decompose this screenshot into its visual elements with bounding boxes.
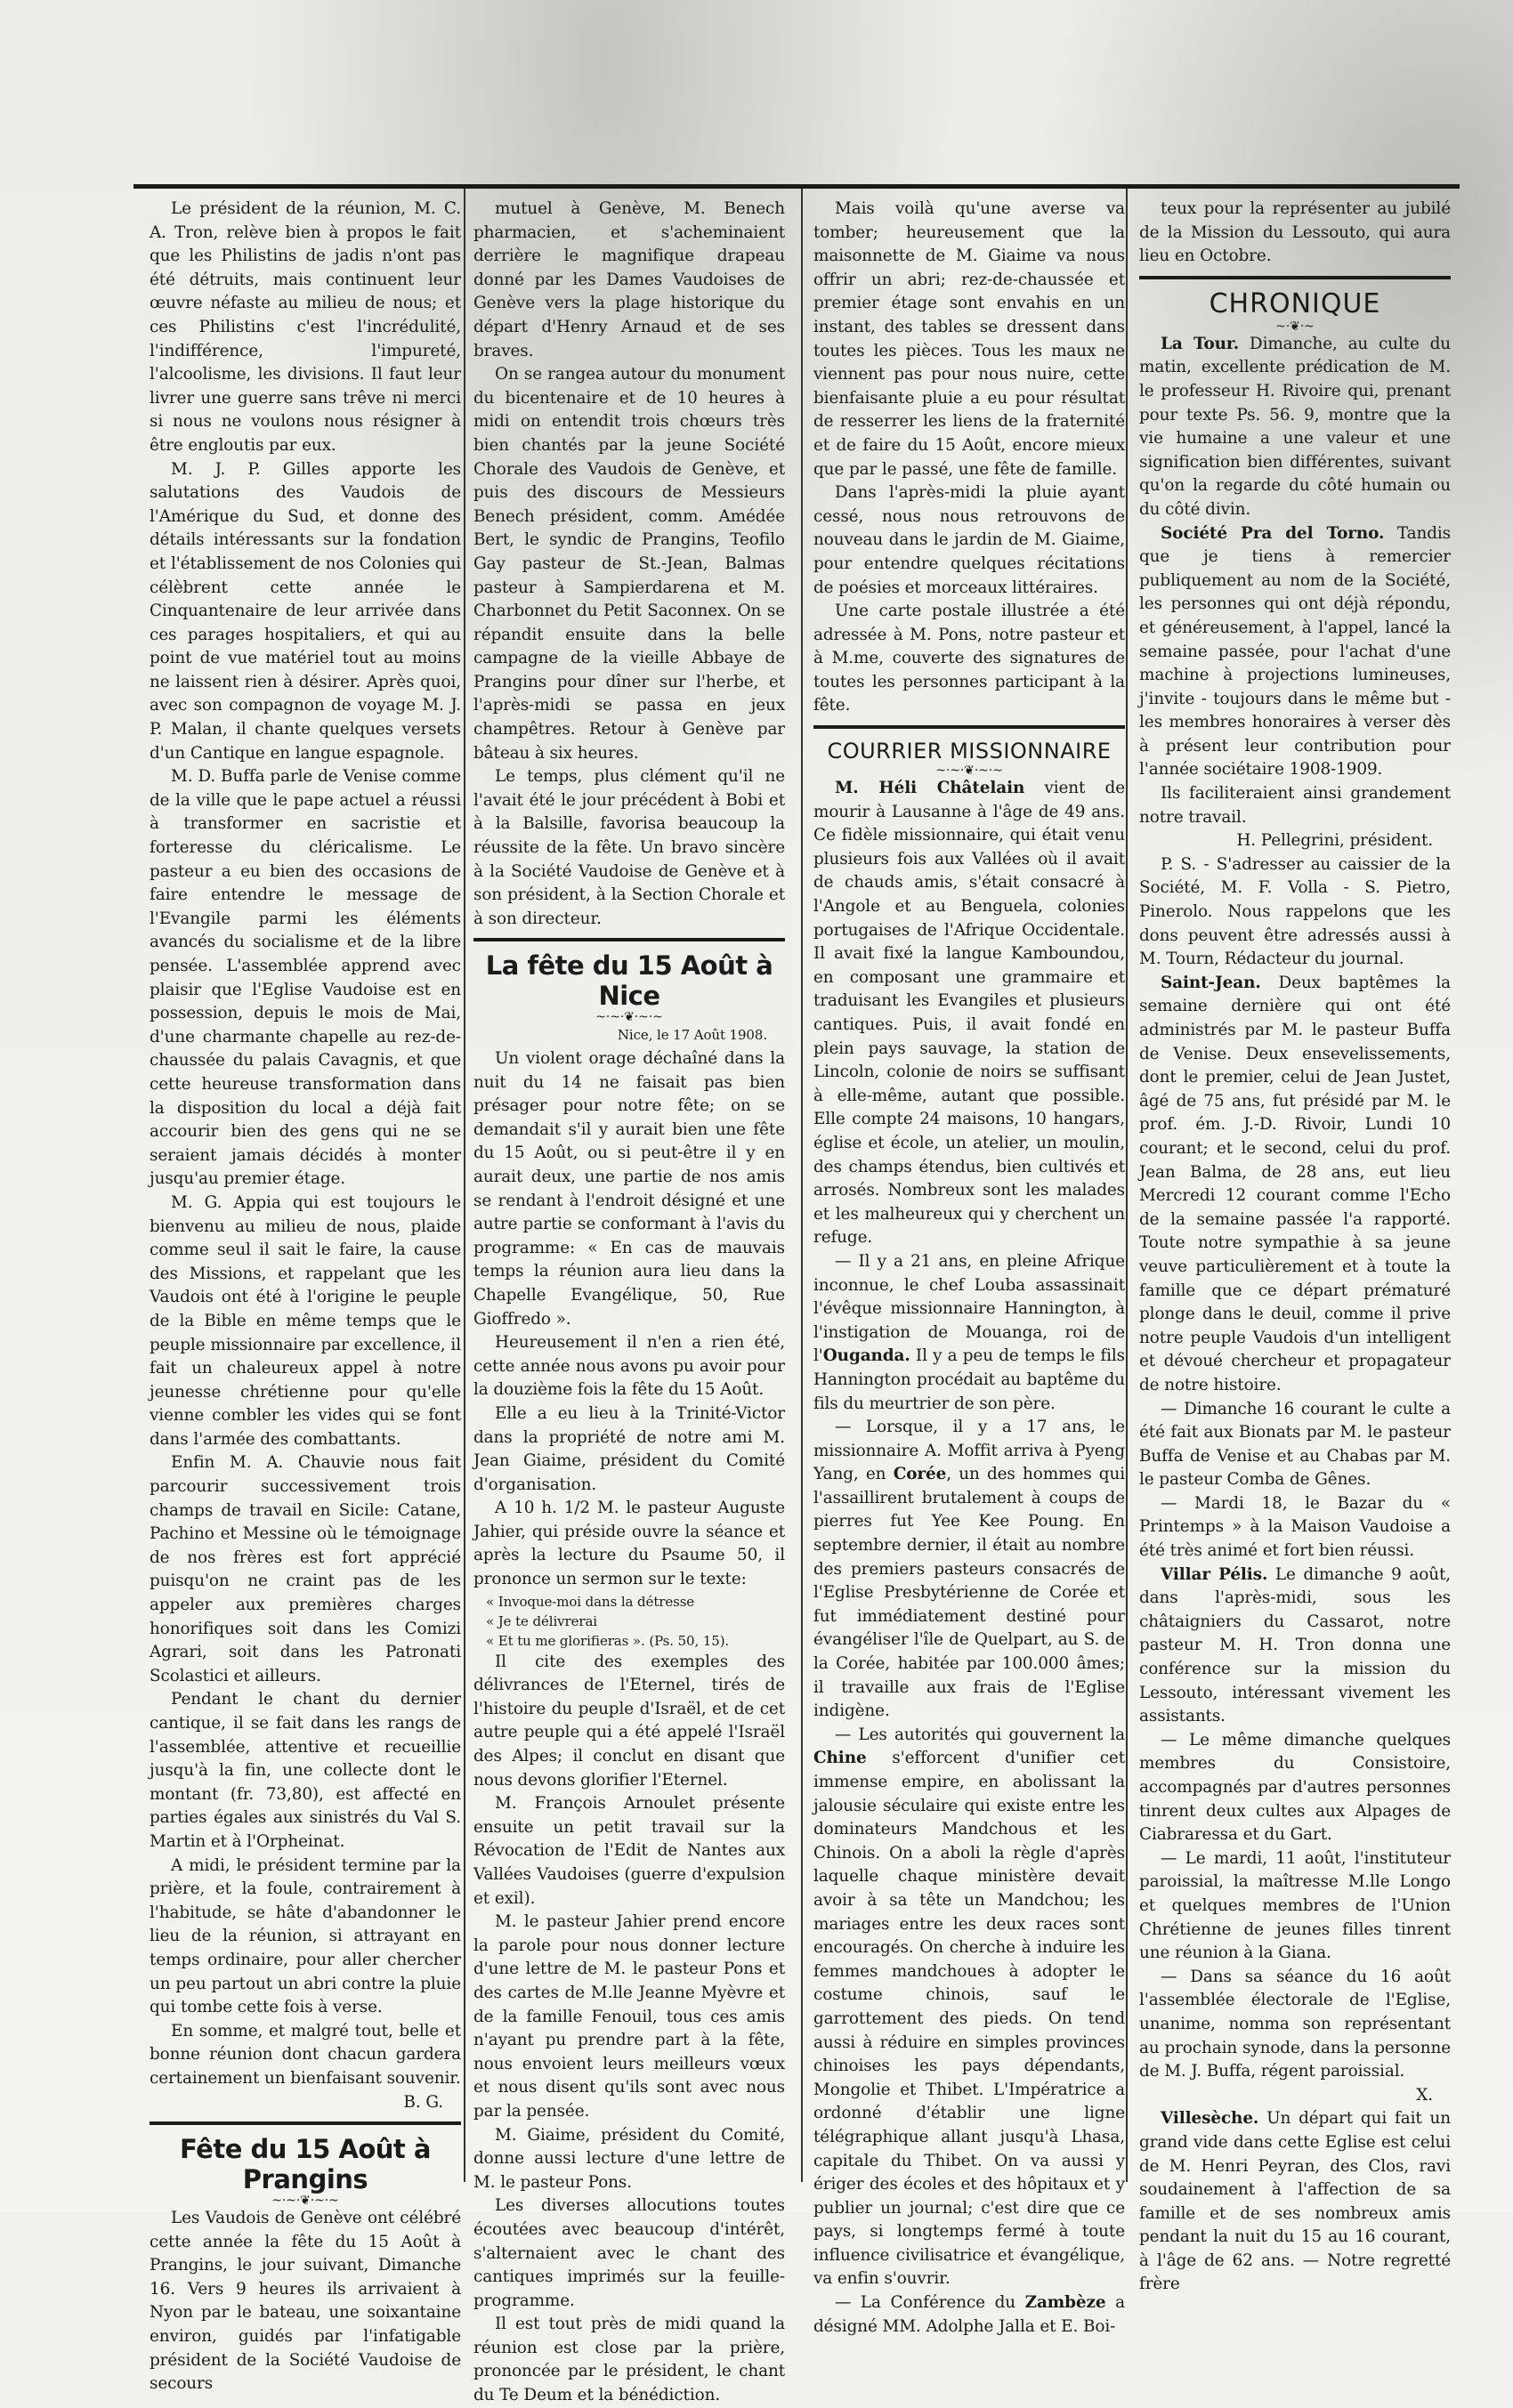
- signature: H. Pellegrini, président.: [1236, 831, 1433, 851]
- paragraph: Le président de la réunion, M. C. A. Tron, relève bien à propos le fait que les Philistins de jadis n'ont pas été détruits, mais continuent leur œuvre néfaste au milieu de nous; et ces Philistins c'est l'incrédulité, l'indifférence, l'impureté, l'alcoolisme, les divisions. Il faut leur livrer une guerre sans trêve ni merci si nous ne voulons nous résigner à être engloutis par eux.: [150, 199, 461, 455]
- bold-place: Villar Pélis.: [1161, 1564, 1268, 1584]
- section-rule: [813, 725, 1125, 729]
- flourish-ornament: ~·~·❦·~·~: [595, 1010, 663, 1025]
- paragraph-text: Dimanche, au culte du matin, excellente prédication de M. le professeur H. Rivoire qui, prenant pour texte Ps. 56. 9, montre que la vie humaine a une valeur et une signification bien différentes, suivant qu'on la regarde du côté humain ou du côté divin.: [1139, 334, 1451, 519]
- paragraph: — Dimanche 16 courant le culte a été fait aux Bionats par M. le pasteur Buffa de Venise et au Chabas par M. le pasteur Comba de Gênes.: [1139, 1399, 1451, 1490]
- bold-place: Chine: [813, 1749, 867, 1768]
- signature: B. G.: [403, 2092, 443, 2112]
- paragraph: [813, 1724, 1125, 2291]
- paragraph: Le temps, plus clément qu'il ne l'avait été le jour précédent à Bobi et à la Balsille, favorisa beaucoup la réussite de la fête. Un bravo sincère à la Société Vaudoise de Genève et à son président, à la Section Chorale et à son directeur.: [473, 767, 785, 928]
- paragraph-text: — Il y a 21 ans, en pleine Afrique inconnue, le chef Louba assassinait l'évêque missionnaire Hannington, à l'instigation de Mouanga, roi de l': [813, 1251, 1125, 1366]
- paragraph: mutuel à Genève, M. Benech pharmacien, et s'acheminaient derrière le magnifique drapeau donné par les Dames Vaudoises de Genève vers la plage historique du départ d'Henry Arnaud et de ses braves.: [473, 199, 785, 360]
- section-heading: CHRONIQUE: [1209, 287, 1381, 319]
- paragraph-text: — Lorsque, il y a 17 ans, le missionnaire A. Moffit arriva à Pyeng Yang, en: [813, 1418, 1125, 1484]
- column-3: [813, 198, 1126, 2336]
- bold-place: Ouganda.: [822, 1346, 910, 1366]
- paragraph: M. G. Appia qui est toujours le bienvenu au milieu de nous, plaide comme seul il sait le faire, la cause des Missions, et rappelant que les Vaudois ont été à l'origine le peuple de la Bible en même temps que le peuple missionnaire par excellence, il fait un chaleureux appel à notre jeunesse chrétienne pour qu'elle vienne combler les vides qui se font dans l'armée des combattants.: [150, 1192, 461, 1449]
- flourish-ornament: ~·❦·~: [1275, 319, 1315, 334]
- paragraph: M. D. Buffa parle de Venise comme de la ville que le pape actuel a réussi à transformer en sacristie et forteresse du cléricalisme. Le pasteur a eu bien des occasions de faire entendre le message de l'Evangile parmi les éléments avancés du socialisme et de la libre pensée. L'assemblée apprend avec plaisir que l'Eglise Vaudoise est en possession, depuis le mois de Mai, d'une charmante chapelle au rez-de-chaussée du palais Cavagnis, et que cette heureuse transformation dans la disposition du local a déjà fait accourir bien des gens qui ne se seraient jamais décidés à monter jusqu'au premier étage.: [150, 767, 461, 1189]
- paragraph: Enfin M. A. Chauvie nous fait parcourir successivement trois champs de travail en Sicile: Catane, Pachino et Messine où le témoignage de nos frères est fort apprécié puisqu'on ne craint pas de les appeler aux premières charges honorifiques soit dans les Comizi Agrari, soit dans les Patronati Scolastici et ailleurs.: [150, 1453, 461, 1685]
- paragraph: [1139, 522, 1451, 783]
- paragraph: M. Giaime, président du Comité, donne aussi lecture d'une lettre de M. le pasteur Pons.: [473, 2125, 785, 2192]
- paragraph: Il cite des exemples des délivrances de l'Eternel, tirés de l'histoire du peuple d'Israël, et de cet autre peuple qui a été appelé l'Israël des Alpes; il conclut en disant que nous devons glorifier l'Eternel.: [473, 1652, 785, 1790]
- paragraph-text: — Les autorités qui gouvernent la: [835, 1725, 1125, 1744]
- paragraph: Les Vaudois de Genève ont célébré cette année la fête du 15 Août à Prangins, le jour suivant, Dimanche 16. Vers 9 heures ils arrivaient à Nyon par le bateau, une soixantaine environ, guidés par l'infatigable président de la Société Vaudoise de secours: [150, 2209, 461, 2394]
- paragraph: Une carte postale illustrée a été adressée à M. Pons, notre pasteur et à M.me, couverte des signatures de toutes les personnes participant à la fête.: [813, 602, 1125, 715]
- paragraph: [1139, 972, 1451, 1398]
- paragraph: M. le pasteur Jahier prend encore la parole pour nous donner lecture d'une lettre de M. le pasteur Pons et des cartes de M.lle Jeanne Myèvre et de la famille Fenouil, tous ces amis n'ayant pu prendre part à la fête, nous envoient leurs meilleurs vœux et nous disent qu'ils sont avec nous par la pensée.: [473, 1912, 785, 2121]
- section-rule: [1139, 276, 1451, 279]
- paragraph-text: Tandis que je tiens à remercier publiquement au nom de la Société, les personnes qui ont déjà répondu, et généreusement, à l'appel, lancé la semaine passée, pour l'achat d'une machine à projections lumineuses, j'invite - toujours dans le même but - les membres honoraires à verser dès à présent leur contribution pour l'année sociétaire 1908-1909.: [1139, 523, 1451, 780]
- paragraph: Dans l'après-midi la pluie ayant cessé, nous nous retrouvons de nouveau dans le jardin de M. Giaime, pour entendre quelques récitations de poésies et morceaux littéraires.: [813, 483, 1125, 597]
- paragraph-text: — La Conférence du: [835, 2293, 1025, 2313]
- column-2: [473, 198, 785, 2405]
- column-divider: [464, 189, 465, 2182]
- paragraph: M. François Arnoulet présente ensuite un petit travail sur la Révocation de l'Edit de Nantes aux Vallées Vaudoises (guerre d'expulsion et exil).: [473, 1794, 785, 1908]
- quote-line: « Je te délivrerai: [486, 1612, 597, 1629]
- paragraph: Pendant le chant du dernier cantique, il se fait dans les rangs de l'assemblée, attentive et recueillie jusqu'à la fin, une collecte dont le montant (fr. 73,80), est affecté en parties égales aux sinistrés du Val S. Martin et à l'Orpheinat.: [150, 1690, 461, 1851]
- paragraph: — Mardi 18, le Bazar du « Printemps » à la Maison Vaudoise a été très animé et fort bien réussi.: [1139, 1493, 1451, 1561]
- paragraph: On se rangea autour du monument du bicentenaire et de 10 heures à midi on entendit trois chœurs très bien chantés par la jeune Société Chorale des Vaudois de Genève, et puis des discours de Messieurs Benech président, comm. Amédée Bert, le syndic de Prangins, Teofilo Gay pasteur de St.-Jean, Balmas pasteur à Sampierdarena et M. Charbonnet du Petit Saconnex. On se répandit ensuite dans la belle campagne de la vieille Abbaye de Prangins pour dîner sur l'herbe, et l'après-midi se passa en jeux champêtres. Retour à Genève par bâteau à six heures.: [473, 365, 785, 763]
- bold-place: Villesèche.: [1161, 2109, 1259, 2129]
- column-1: [150, 198, 461, 2394]
- column-divider: [801, 189, 803, 2182]
- bold-place: Corée: [893, 1465, 947, 1484]
- bold-place: La Tour.: [1161, 334, 1240, 353]
- flourish-ornament: ~·~·❦·~·~: [271, 2194, 339, 2209]
- paragraph: Un violent orage déchaîné dans la nuit du 14 ne faisait pas bien présager pour notre fête; on se demandait s'il y aurait bien une fête du 15 Août, ou si peut-être il y en aurait deux, une partie de nos amis se rendant à l'endroit désigné et une autre partie se conformant à l'avis du programme: « En cas de mauvais temps la réunion aura lieu dans la Chapelle Evangélique, 50, Rue Gioffredo ».: [473, 1049, 785, 1329]
- paragraph: — Dans sa séance du 16 août l'assemblée électorale de l'Eglise, unanime, nomma son représentant au prochain synode, dans la personne de M. J. Buffa, régent paroissial.: [1139, 1967, 1451, 2081]
- paragraph: [813, 777, 1125, 1250]
- paragraph: Heureusement il n'en a rien été, cette année nous avons pu avoir pour la douzième fois la fête du 15 Août.: [473, 1333, 785, 1400]
- section-rule: [150, 2121, 461, 2125]
- paragraph-text: Deux baptêmes la semaine dernière qui ont été administrés par M. le pasteur Buffa de Venise. Deux ensevelissements, dont le premier, celui de Jean Justet, âgé de 75 ans, fut présidé par M. le prof. ém. J.-D. Rivoir, Lundi 10 courant; et le second, celui du prof. Jean Balma, de 28 ans, eut lieu Mercredi 12 courant comme l'Echo de la semaine passée l'a rapporté. Toute notre sympathie à sa jeune veuve particulièrement et à toute la famille que ce départ prématuré plonge dans le deuil, comme il prive notre peuple Vaudois d'un intelligent et dévoué chercheur et propagateur de notre histoire.: [1139, 973, 1451, 1394]
- paragraph: [1139, 1564, 1451, 1729]
- section-heading: COURRIER MISSIONNAIRE: [827, 739, 1112, 764]
- paragraph: P. S. - S'adresser au caissier de la Société, M. F. Volla - S. Pietro, Pinerolo. Nous rappelons que les dons peuvent être adressés aussi à M. Tourn, Rédacteur du journal.: [1139, 854, 1451, 969]
- bold-lead: M. Héli Châtelain: [835, 779, 1025, 798]
- article-headline: La fête du 15 Août à Nice: [485, 950, 773, 1012]
- paragraph: [1139, 2107, 1451, 2297]
- paragraph-text: Il y a peu de temps le fils Hannington procédait au baptême du fils du meurtrier de son père.: [813, 1346, 1125, 1413]
- column-4: [1139, 198, 1451, 2294]
- paragraph: Il est tout près de midi quand la réunion est close par la prière, prononcée par le président, le chant du Te Deum et la bénédiction.: [473, 2315, 785, 2405]
- bold-place: Saint-Jean.: [1161, 973, 1261, 992]
- paragraph: teux pour la représenter au jubilé de la Mission du Lessouto, qui aura lieu en Octobre.: [1139, 199, 1451, 266]
- top-rule: [134, 184, 1460, 189]
- bold-place: Zambèze: [1024, 2293, 1106, 2313]
- paragraph: A midi, le président termine par la prière, et la foule, contrairement à l'habitude, se hâte d'abandonner le lieu de la réunion, si attrayant en temps ordinaire, pour aller chercher un peu partout un abri contre la pluie qui tombe cette fois à verse.: [150, 1855, 461, 2017]
- quote-line: « Invoque-moi dans la détresse: [486, 1593, 695, 1610]
- paragraph: En somme, et malgré tout, belle et bonne réunion dont chacun gardera certainement un bienfaisant souvenir.: [150, 2021, 461, 2088]
- paragraph-text: Un départ qui fait un grand vide dans cette Eglise est celui de M. Henri Peyran, des Clos, ravi soudainement à l'affection de sa famille et de ses nombreux amis pendant la nuit du 15 au 16 courant, à l'âge de 62 ans. — Notre regretté frère: [1139, 2109, 1451, 2294]
- paragraph: A 10 h. 1/2 M. le pasteur Auguste Jahier, qui préside ouvre la séance et après la lecture du Psaume 50, il prononce un sermon sur le texte:: [473, 1499, 785, 1589]
- paragraph: M. J. P. Gilles apporte les salutations des Vaudois de l'Amérique du Sud, et donne des détails intéressants sur la fondation et l'établissement de nos Colonies qui célèbrent cette année le Cinquantenaire de leur arrivée dans ces parages hospitaliers, et qui au point de vue matériel tout au moins ne laissent rien à désirer. Après quoi, avec son compagnon de voyage M. J. P. Malan, il chante quelques versets d'un Cantique en langue espagnole.: [150, 459, 461, 763]
- paragraph: Elle a eu lieu à la Trinité-Victor dans la propriété de notre ami M. Jean Giaime, président du Comité d'organisation.: [473, 1403, 785, 1494]
- quote-line: « Et tu me glorifieras ». (Ps. 50, 15).: [486, 1632, 730, 1649]
- section-rule: [473, 938, 785, 941]
- paragraph: Ils faciliteraient ainsi grandement notre travail.: [1139, 784, 1451, 827]
- dateline: Nice, le 17 Août 1908.: [617, 1027, 767, 1044]
- paragraph-text: s'efforcent d'unifier cet immense empire, en abolissant la jalousie séculaire qui existe entre les dominateurs Mandchous et les Chinois. On a aboli la règle d'après laquelle chaque ministère devait avoir à sa tête un Mandchou; les mariages entre les deux races sont encouragés. On cherche à induire les femmes mandchoues à adopter le costume chinois, sauf le garrottement des pieds. On tend aussi à réduire en simples provinces chinoises les pays dépendants, Mongolie et Thibet. L'Impératrice a ordonné d'établir une ligne télégraphique allant jusqu'à Lhasa, capitale du Thibet. On va aussi y ériger des écoles et des hôpitaux et y publier un journal; c'est dire que ce pays, si longtemps fermé à toute influence civilisatrice et évangélique, va enfin s'ouvrir.: [813, 1749, 1125, 2289]
- flourish-ornament: ~·~·❦·~·~: [935, 764, 1003, 779]
- paragraph-text: Le dimanche 9 août, dans l'après-midi, sous les châtaigniers du Cassarot, notre pasteur M. H. Tron donna une conférence sur la mission du Lessouto, intéressant vivement les assistants.: [1139, 1564, 1451, 1726]
- paragraph: — Le mardi, 11 août, l'instituteur paroissial, la maîtresse M.lle Longo et quelques membres de l'Union Chrétienne de jeunes filles tinrent une réunion à la Giana.: [1139, 1848, 1451, 1963]
- paragraph-text: a désigné MM. Adolphe Jalla et E. Boi-: [813, 2293, 1125, 2336]
- paragraph: Les diverses allocutions toutes écoutées avec beaucoup d'intérêt, s'alternaient avec le chant des cantiques imprimés sur la feuille-programme.: [473, 2196, 785, 2310]
- paragraph: [1139, 333, 1451, 522]
- column-divider: [1126, 189, 1128, 2182]
- paragraph: Mais voilà qu'une averse va tomber; heureusement que la maisonnette de M. Giaime va nous offrir un abri; rez-de-chaussée et premier étage sont envahis en un instant, des tables se dressent dans toutes les pièces. Tous les maux ne viennent pas pour nous nuire, cette bienfaisante pluie a eu pour résultat de resserrer les liens de la fraternité et de faire du 15 Août, encore mieux que par le passé, une fête de famille.: [813, 199, 1125, 479]
- bold-place: Société Pra del Torno.: [1161, 523, 1385, 543]
- paragraph-text: vient de mourir à Lausanne à l'âge de 49 ans. Ce fidèle missionnaire, qui était venu plusieurs fois aux Vallées où il avait de chauds amis, s'était consacré à l'Angole et au Benguela, colonies portugaises de l'Afrique Occidentale. Il avait fixé la langue Kamboundou, en composant une grammaire et traduisant les Evangiles et plusieurs cantiques. Puis, il avait fondé en plein pays sauvage, la station de Lincoln, colonie de noirs se suffisant à elle-même, autant que possible. Elle compte 24 maisons, 10 hangars, église et école, un atelier, un moulin, des champs étendus, bien cultivés et arrosés. Nombreux sont les malades et les malheureux qui y cherchent un refuge.: [813, 779, 1126, 1248]
- article-headline: Fête du 15 Août à Prangins: [180, 2134, 431, 2195]
- paragraph: — Le même dimanche quelques membres du Consistoire, accompagnés par d'autres personnes tinrent deux cultes aux Alpages de Ciabraressa et du Gart.: [1139, 1730, 1451, 1845]
- paragraph: [813, 1416, 1125, 1724]
- paragraph: [813, 1250, 1125, 1416]
- paragraph: [813, 2291, 1125, 2339]
- paragraph-text: , un des hommes qui l'assaillirent brutalement à coups de pierres fut Yee Kee Poung. En septembre dernier, il était au nombre des premiers pasteurs consacrés de l'Eglise Presbytérienne de Corée et fut immédiatement destiné pour évangéliser l'île de Quelpart, au S. de la Corée, habitée par 100.000 âmes; il travaille aux frais de l'Eglise indigène.: [813, 1465, 1125, 1721]
- signature: X.: [1416, 2085, 1433, 2105]
